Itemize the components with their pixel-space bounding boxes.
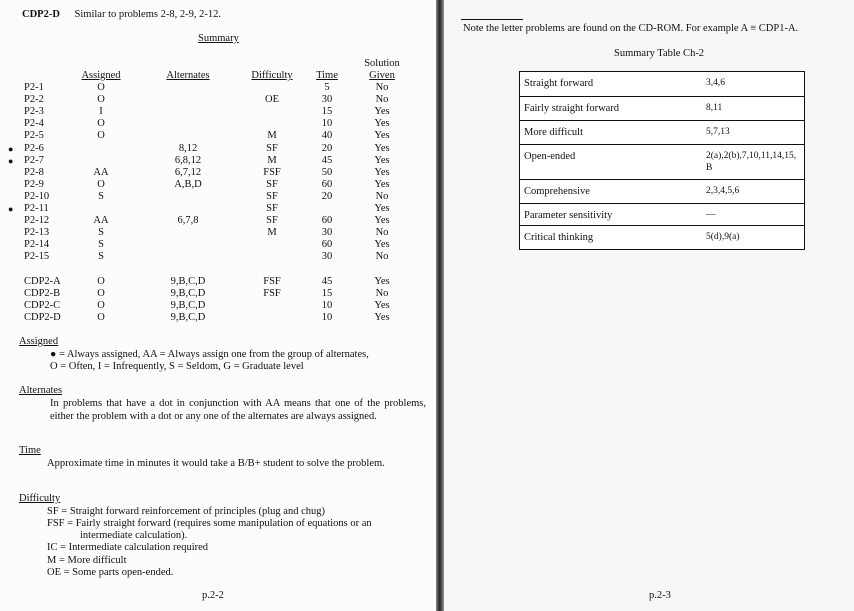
row-solution: Yes (374, 166, 390, 178)
row-solution: No (375, 190, 389, 202)
table-row (0, 215, 436, 227)
row-time: 60 (321, 178, 333, 190)
summary-row (520, 72, 805, 97)
row-assigned: AA (93, 166, 109, 178)
row-assigned: O (97, 82, 105, 93)
row-problem: P2-14 (24, 239, 50, 251)
summary-value: 8,11 (702, 97, 805, 121)
row-problem: P2-3 (24, 106, 44, 118)
row-alternates: 9,B,C,D (170, 288, 206, 299)
row-difficulty: M (267, 130, 277, 142)
row-problem: P2-13 (24, 227, 50, 239)
row-time: 20 (321, 190, 333, 202)
row-alternates: 6,7,12 (174, 166, 202, 178)
row-difficulty: SF (266, 190, 278, 202)
row-alternates: 9,B,C,D (170, 312, 206, 323)
row-solution: No (375, 227, 389, 239)
header-text: Similar to problems 2-8, 2-9, 2-12. (74, 9, 221, 20)
table-row (0, 239, 436, 251)
row-problem: CDP2-C (24, 300, 61, 311)
row-difficulty: FSF (263, 276, 281, 287)
row-alternates: 9,B,C,D (170, 300, 206, 311)
row-difficulty: M (267, 154, 277, 166)
row-solution: Yes (374, 239, 390, 251)
row-solution: Yes (374, 215, 390, 227)
row-solution: Yes (374, 154, 390, 166)
row-difficulty: FSF (263, 288, 281, 299)
legend-assigned-title: Assigned (19, 336, 59, 347)
row-alternates: 6,8,12 (174, 154, 202, 166)
legend-assigned-line2: O = Often, I = Infrequently, S = Seldom, G = Graduate level (50, 361, 304, 372)
row-dot: ● (8, 143, 14, 154)
col-header-alternates: Alternates (166, 70, 210, 81)
row-assigned: O (97, 130, 105, 142)
header-line (22, 9, 221, 20)
row-assigned: AA (93, 215, 109, 227)
footnote-rule (461, 19, 523, 20)
row-time: 30 (321, 227, 333, 239)
row-difficulty: OE (265, 94, 279, 106)
row-assigned: S (98, 190, 104, 202)
row-time: 20 (321, 142, 333, 154)
legend-time-text: Approximate time in minutes it would take a B/B+ student to solve the problem. (47, 458, 385, 469)
row-time: 10 (321, 118, 333, 130)
summary-row (520, 121, 805, 145)
legend-assigned-line1: ● = Always assigned, AA = Always assign one from the group of alternates, (50, 349, 369, 360)
summary-title: Summary (198, 33, 239, 44)
row-dot: ● (8, 204, 14, 214)
table-row (0, 179, 436, 191)
row-assigned: O (97, 118, 105, 130)
row-solution: Yes (374, 203, 390, 214)
legend-difficulty-title: Difficulty (19, 493, 61, 504)
summary-value: 5,7,13 (702, 121, 805, 145)
summary-category: Straight forward (520, 72, 703, 97)
row-difficulty: SF (266, 142, 278, 154)
row-alternates: 9,B,C,D (170, 276, 206, 287)
row-solution: No (375, 251, 389, 263)
row-solution: Yes (374, 312, 390, 323)
row-solution: No (375, 94, 389, 106)
row-problem: P2-4 (24, 118, 44, 130)
row-difficulty: SF (266, 203, 278, 214)
row-solution: Yes (374, 142, 390, 154)
row-difficulty: SF (266, 215, 278, 227)
summary-row (520, 145, 805, 180)
row-dot: ● (8, 155, 14, 166)
row-problem: P2-15 (24, 251, 50, 263)
row-problem: P2-8 (24, 166, 44, 178)
legend-ic: IC = Intermediate calculation required (47, 542, 209, 553)
row-time: 60 (321, 215, 333, 227)
row-problem: P2-5 (24, 130, 44, 142)
row-assigned: S (98, 251, 104, 263)
summary-row (520, 180, 805, 204)
row-solution: Yes (374, 118, 390, 130)
col-header-given: Given (369, 70, 395, 81)
row-assigned: O (97, 288, 105, 299)
col-header-assigned: Assigned (81, 70, 121, 81)
row-problem: CDP2-B (24, 288, 61, 299)
page-number-right: p.2-3 (649, 590, 671, 601)
row-assigned: S (98, 239, 104, 251)
summary-category: More difficult (520, 121, 703, 145)
row-difficulty: SF (266, 178, 278, 190)
summary-category: Parameter sensitivity (520, 204, 703, 226)
row-problem: P2-2 (24, 94, 44, 106)
legend-sf: SF = Straight forward reinforcement of principles (plug and chug) (47, 506, 325, 517)
summary-value: 2,3,4,5,6 (702, 180, 805, 204)
legend-time-title: Time (19, 445, 41, 456)
row-problem: P2-6 (24, 142, 44, 154)
row-assigned: O (97, 276, 105, 287)
row-assigned: S (98, 227, 104, 239)
table-row (0, 300, 436, 312)
summary-value: 5(d),9(a) (702, 226, 805, 250)
row-assigned: I (99, 106, 103, 118)
row-problem: P2-11 (24, 203, 49, 214)
row-time: 30 (321, 251, 333, 263)
legend-alternates-text: In problems that have a dot in conjunction with AA means that one of the problems, either the problem with a dot or any one of the alternates are always assigned. (50, 398, 426, 422)
row-solution: No (375, 82, 389, 93)
row-time: 10 (321, 312, 333, 323)
row-difficulty: M (267, 227, 277, 239)
summary-value: — (702, 204, 805, 226)
summary-value: 3,4,6 (702, 72, 805, 97)
row-assigned: O (97, 94, 105, 106)
row-solution: Yes (374, 276, 390, 287)
row-problem: P2-12 (24, 215, 50, 227)
row-time: 50 (321, 166, 333, 178)
row-problem: CDP2-A (24, 276, 61, 287)
col-header-difficulty: Difficulty (251, 70, 293, 81)
table-row (0, 227, 436, 239)
row-assigned: O (97, 178, 105, 190)
footnote-note: Note the letter problems are found on the CD-ROM. For example A ≡ CDP1-A. (463, 23, 799, 34)
table-row (0, 130, 436, 142)
row-solution: Yes (374, 300, 390, 311)
row-alternates: 6,7,8 (177, 215, 199, 227)
header-code: CDP2-D (22, 9, 60, 20)
row-time: 5 (324, 82, 330, 93)
table-row (0, 118, 436, 130)
legend-fsf-line1: FSF = Fairly straight forward (requires some manipulation of equations or an (47, 518, 372, 529)
summary-value: 2(a),2(b),7,10,11,14,15, B (702, 145, 805, 180)
table-row (0, 288, 436, 300)
summary-category: Comprehensive (520, 180, 703, 204)
table-row (0, 82, 436, 94)
summary-table (519, 71, 805, 250)
row-problem: CDP2-D (24, 312, 61, 323)
row-time: 10 (321, 300, 333, 311)
row-problem: P2-7 (24, 154, 44, 166)
row-difficulty: FSF (263, 166, 281, 178)
row-solution: Yes (374, 106, 390, 118)
row-problem: P2-9 (24, 178, 44, 190)
row-problem: P2-1 (24, 82, 44, 93)
summary-table-title: Summary Table Ch-2 (614, 48, 705, 59)
table-row (0, 312, 436, 324)
right-page (444, 0, 854, 611)
summary-row (520, 97, 805, 121)
table-row (0, 143, 436, 155)
table-row (0, 167, 436, 179)
table-row (0, 276, 436, 288)
col-header-solution: Solution (364, 58, 400, 69)
row-time: 30 (321, 94, 333, 106)
row-alternates: A,B,D (174, 178, 202, 190)
row-time: 15 (321, 288, 333, 299)
row-time: 15 (321, 106, 333, 118)
row-solution: Yes (374, 178, 390, 190)
table-row (0, 191, 436, 203)
col-header-time: Time (316, 70, 338, 81)
legend-oe: OE = Some parts open-ended. (47, 567, 174, 578)
row-assigned: O (97, 300, 105, 311)
row-time: 60 (321, 239, 333, 251)
summary-category: Open-ended (520, 145, 703, 180)
row-solution: Yes (374, 130, 390, 142)
row-time: 40 (321, 130, 333, 142)
table-row (0, 94, 436, 106)
table-row (0, 106, 436, 118)
row-alternates: 8,12 (178, 142, 198, 154)
summary-category: Critical thinking (520, 226, 703, 250)
row-problem: P2-10 (24, 190, 50, 202)
summary-row (520, 226, 805, 250)
page-number-left: p.2-2 (202, 590, 224, 601)
summary-category: Fairly straight forward (520, 97, 703, 121)
legend-alternates-title: Alternates (19, 385, 63, 396)
legend-fsf-line2: intermediate calculation). (80, 530, 188, 541)
table-row (0, 155, 436, 167)
row-time: 45 (321, 276, 333, 287)
row-solution: No (375, 288, 389, 299)
row-time: 45 (321, 154, 333, 166)
table-row (0, 203, 436, 215)
book-gutter (436, 0, 444, 611)
table-row (0, 251, 436, 263)
legend-m: M = More difficult (47, 555, 127, 566)
summary-row (520, 204, 805, 226)
row-assigned: O (97, 312, 105, 323)
